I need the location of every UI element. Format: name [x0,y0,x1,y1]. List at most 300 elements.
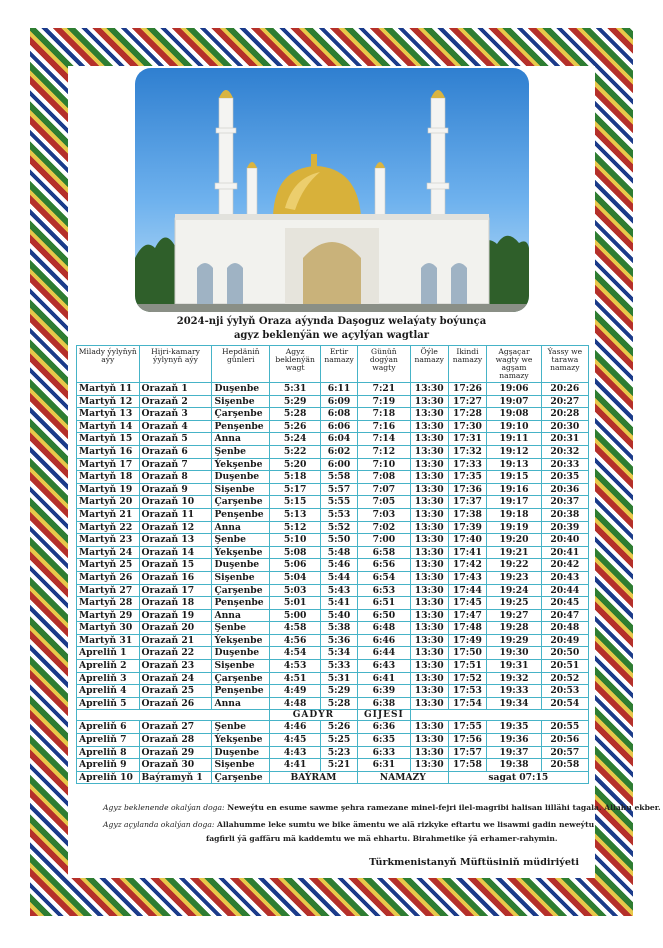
table-row [77,521,589,534]
fasting-prayer-note [103,803,661,812]
table-cell: Martyň 24 [77,546,140,559]
table-cell: 13:30 [410,433,448,446]
table-row [77,508,589,521]
table-row [77,420,589,433]
iftar-prayer-note-cont: fagfirli ýä gaffäru mä kaddemtu we mä ehhartu. Birahmetike ýä erhamer-rahymin. [206,834,558,843]
table-cell: 17:39 [448,521,487,534]
table-cell: 6:56 [357,559,410,572]
table-cell: 5:21 [321,759,358,772]
table-cell: 5:31 [270,383,321,396]
column-header: Günüň dogýan wagty [357,346,410,383]
table-cell: 17:56 [448,734,487,747]
table-cell: 5:34 [321,647,358,660]
table-row [77,483,589,496]
table-cell: 5:15 [270,496,321,509]
column-header: Agyz beklenýän wagt [270,346,321,383]
table-cell: 19:19 [487,521,541,534]
table-cell: 13:30 [410,471,448,484]
table-cell: 5:28 [270,408,321,421]
table-cell: 7:16 [357,420,410,433]
table-cell: Orazaň 28 [139,734,212,747]
table-cell: 5:50 [321,534,358,547]
table-cell: 17:28 [448,408,487,421]
table-cell: Orazaň 21 [139,634,212,647]
table-cell: Duşenbe [212,383,270,396]
table-cell: 17:43 [448,571,487,584]
table-cell: Orazaň 1 [139,383,212,396]
table-cell: 17:44 [448,584,487,597]
table-cell: 5:00 [270,609,321,622]
table-cell: 19:18 [487,508,541,521]
table-cell: 6:43 [357,660,410,673]
table-cell: 19:32 [487,672,541,685]
table-body-ramadan [77,383,589,710]
table-cell: 17:49 [448,634,487,647]
table-cell: 20:35 [541,471,588,484]
table-cell: Sişenbe [212,660,270,673]
table-cell: 5:38 [321,622,358,635]
table-cell: 5:13 [270,508,321,521]
table-cell: Penşenbe [212,685,270,698]
table-cell: 7:03 [357,508,410,521]
table-cell: Apreliň 4 [77,685,140,698]
table-cell: 6:53 [357,584,410,597]
table-cell: 4:53 [270,660,321,673]
table-cell: Çarşenbe [212,408,270,421]
table-cell: 13:30 [410,496,448,509]
note1-text: Neweýtu en esume sawme şehra ramezane minel-fejri ilel-magribi halisan lillähi tagala. Allahu ekber. [224,803,661,812]
table-cell: Çarşenbe [212,584,270,597]
table-cell: Martyň 14 [77,420,140,433]
table-cell: 17:32 [448,445,487,458]
table-cell: 20:57 [541,746,588,759]
table-cell: 5:22 [270,445,321,458]
table-cell: 6:35 [357,734,410,747]
table-row [77,721,589,734]
table-cell: 17:27 [448,395,487,408]
table-cell: 20:38 [541,508,588,521]
table-cell: 19:13 [487,458,541,471]
table-cell: 6:08 [321,408,358,421]
table-cell: 17:26 [448,383,487,396]
table-cell: 20:50 [541,647,588,660]
table-cell: 20:52 [541,672,588,685]
table-cell: 13:30 [410,546,448,559]
table-body-last-days [77,721,589,771]
table-cell: 6:31 [357,759,410,772]
table-cell: 17:31 [448,433,487,446]
table-cell: 17:55 [448,721,487,734]
table-row [77,458,589,471]
table-cell: 4:56 [270,634,321,647]
table-cell: Orazaň 12 [139,521,212,534]
column-header: Ertir namazy [321,346,358,383]
bayram-row [77,771,589,784]
table-cell: Martyň 19 [77,483,140,496]
table-cell: Orazaň 22 [139,647,212,660]
table-cell: Apreliň 8 [77,746,140,759]
table-cell: 20:58 [541,759,588,772]
table-cell: Orazaň 11 [139,508,212,521]
table-cell: Ýekşenbe [212,734,270,747]
table-cell: 17:42 [448,559,487,572]
table-cell: Orazaň 26 [139,697,212,710]
table-cell: 20:54 [541,697,588,710]
table-cell: 7:08 [357,471,410,484]
table-cell: Orazaň 30 [139,759,212,772]
table-cell: 4:43 [270,746,321,759]
table-cell: 13:30 [410,597,448,610]
bayram-time: sagat 07:15 [448,771,588,784]
table-cell: 13:30 [410,458,448,471]
table-cell: 7:21 [357,383,410,396]
table-cell: 4:45 [270,734,321,747]
table-row [77,734,589,747]
table-cell: 5:17 [270,483,321,496]
table-cell: Martyň 18 [77,471,140,484]
table-cell: 5:01 [270,597,321,610]
table-cell: 6:02 [321,445,358,458]
table-cell: Orazaň 23 [139,660,212,673]
gijesi-label: GIJESI [357,710,410,721]
table-cell: Orazaň 3 [139,408,212,421]
table-cell: 19:29 [487,634,541,647]
table-cell: 5:26 [270,420,321,433]
table-cell: 6:09 [321,395,358,408]
table-cell: 19:12 [487,445,541,458]
table-cell: 20:28 [541,408,588,421]
table-cell: 17:33 [448,458,487,471]
table-cell: Orazaň 19 [139,609,212,622]
table-cell: 17:51 [448,660,487,673]
table-cell: Martyň 31 [77,634,140,647]
title-line-2: agyz beklenýän we açylýan wagtlar [233,330,430,341]
table-row [77,685,589,698]
table-cell: 13:30 [410,721,448,734]
table-cell: 5:41 [321,597,358,610]
table-cell: 17:58 [448,759,487,772]
table-cell: Apreliň 6 [77,721,140,734]
table-cell: 13:30 [410,622,448,635]
table-cell: Penşenbe [212,597,270,610]
table-row [77,622,589,635]
table-cell: Penşenbe [212,420,270,433]
table-cell: Martyň 25 [77,559,140,572]
table-cell: Martyň 17 [77,458,140,471]
table-cell: 5:28 [321,697,358,710]
table-cell: 6:06 [321,420,358,433]
note1-label: Agyz beklenende okalýan doga: [103,803,225,812]
table-cell: Martyň 23 [77,534,140,547]
table-cell: Orazaň 8 [139,471,212,484]
table-cell: 19:15 [487,471,541,484]
table-cell: Martyň 16 [77,445,140,458]
table-cell: Martyň 11 [77,383,140,396]
table-cell: Martyň 21 [77,508,140,521]
table-cell: 5:24 [270,433,321,446]
table-cell: 19:07 [487,395,541,408]
table-cell: 17:45 [448,597,487,610]
column-header: Ikindi namazy [448,346,487,383]
table-cell: 7:05 [357,496,410,509]
table-cell: 19:22 [487,559,541,572]
table-row [77,433,589,446]
table-cell: 5:33 [321,660,358,673]
table-cell: 7:14 [357,433,410,446]
schedule-table [76,345,589,784]
table-cell: 13:30 [410,734,448,747]
table-cell: 5:58 [321,471,358,484]
table-cell: 19:06 [487,383,541,396]
table-cell: Duşenbe [212,559,270,572]
table-cell: 7:02 [357,521,410,534]
table-cell: Orazaň 13 [139,534,212,547]
table-cell: Apreliň 5 [77,697,140,710]
table-cell: 19:31 [487,660,541,673]
table-cell: Anna [212,521,270,534]
namazy-label: NAMAZY [357,771,448,784]
table-cell: Şenbe [212,534,270,547]
table-cell: 6:33 [357,746,410,759]
table-cell: Martyň 12 [77,395,140,408]
table-cell: 6:39 [357,685,410,698]
table-cell: 13:30 [410,647,448,660]
table-cell: 19:37 [487,746,541,759]
table-cell: 19:20 [487,534,541,547]
table-cell: Orazaň 29 [139,746,212,759]
table-cell: 17:30 [448,420,487,433]
table-cell: 19:33 [487,685,541,698]
table-cell: 6:41 [357,672,410,685]
table-cell: 6:48 [357,622,410,635]
table-cell: Orazaň 15 [139,559,212,572]
table-cell: 13:30 [410,660,448,673]
table-cell: 17:54 [448,697,487,710]
table-cell: 7:07 [357,483,410,496]
bayram-date: Apreliň 10 [77,771,140,784]
table-cell: 20:26 [541,383,588,396]
table-cell: 5:06 [270,559,321,572]
table-cell: Orazaň 10 [139,496,212,509]
table-cell: Çarşenbe [212,672,270,685]
table-cell: Martyň 27 [77,584,140,597]
table-cell: 17:53 [448,685,487,698]
table-row [77,534,589,547]
table-cell: 5:12 [270,521,321,534]
table-cell: 6:04 [321,433,358,446]
table-row [77,445,589,458]
table-cell: Apreliň 7 [77,734,140,747]
table-cell: 19:08 [487,408,541,421]
table-cell: Orazaň 25 [139,685,212,698]
table-cell: 19:34 [487,697,541,710]
table-cell: 20:44 [541,584,588,597]
table-cell: 13:30 [410,445,448,458]
table-cell: Orazaň 18 [139,597,212,610]
table-cell: 5:26 [321,721,358,734]
table-row [77,672,589,685]
table-cell: Ýekşenbe [212,546,270,559]
table-cell: 4:46 [270,721,321,734]
table-cell: 5:08 [270,546,321,559]
table-cell: 6:36 [357,721,410,734]
table-row [77,383,589,396]
column-header: Ýassy we tarawa namazy [541,346,588,383]
table-cell: 4:41 [270,759,321,772]
table-cell: 20:42 [541,559,588,572]
table-cell: 6:58 [357,546,410,559]
table-cell: 13:30 [410,408,448,421]
table-cell: 20:40 [541,534,588,547]
table-cell: Orazaň 2 [139,395,212,408]
table-cell: 20:41 [541,546,588,559]
table-cell: 5:43 [321,584,358,597]
table-cell: 17:37 [448,496,487,509]
table-cell: 20:47 [541,609,588,622]
table-cell: Orazaň 9 [139,483,212,496]
table-cell: Orazaň 14 [139,546,212,559]
table-row [77,559,589,572]
table-cell: 6:51 [357,597,410,610]
table-cell: 17:35 [448,471,487,484]
table-cell: 19:17 [487,496,541,509]
table-cell: 20:39 [541,521,588,534]
table-cell: 19:28 [487,622,541,635]
note2-label: Agyz açylanda okalýan doga: [103,820,215,829]
table-row [77,697,589,710]
table-cell: 5:57 [321,483,358,496]
table-cell: Ýekşenbe [212,634,270,647]
column-header: Milady ýylyňyň aýy [77,346,140,383]
table-cell: 7:19 [357,395,410,408]
table-row [77,395,589,408]
table-cell: Şenbe [212,721,270,734]
table-cell: Orazaň 17 [139,584,212,597]
table-row [77,647,589,660]
table-cell: 20:45 [541,597,588,610]
table-cell: 20:33 [541,458,588,471]
table-cell: 19:25 [487,597,541,610]
table-cell: 20:30 [541,420,588,433]
table-cell: 13:30 [410,395,448,408]
table-cell: 6:11 [321,383,358,396]
table-cell: Martyň 20 [77,496,140,509]
table-cell: 19:11 [487,433,541,446]
iftar-prayer-note [103,820,594,829]
table-cell: 6:54 [357,571,410,584]
table-cell: Martyň 28 [77,597,140,610]
table-cell: Apreliň 3 [77,672,140,685]
table-cell: 7:18 [357,408,410,421]
table-cell: Orazaň 20 [139,622,212,635]
bayram-day: Çarşenbe [212,771,270,784]
table-cell: Martyň 22 [77,521,140,534]
table-row [77,584,589,597]
table-cell: Sişenbe [212,395,270,408]
table-cell: Martyň 26 [77,571,140,584]
table-cell: Duşenbe [212,471,270,484]
table-cell: 5:29 [321,685,358,698]
table-cell: Şenbe [212,622,270,635]
table-row [77,609,589,622]
table-cell: 20:53 [541,685,588,698]
table-cell: Orazaň 5 [139,433,212,446]
table-cell: 19:21 [487,546,541,559]
title-line-1: 2024-nji ýylyň Oraza aýynda Daşoguz welaýaty boýunça [176,316,487,327]
table-cell: 5:10 [270,534,321,547]
table-cell: 5:31 [321,672,358,685]
table-cell: 19:36 [487,734,541,747]
table-cell: 17:41 [448,546,487,559]
table-cell: Duşenbe [212,647,270,660]
table-cell: 19:38 [487,759,541,772]
table-cell: 20:49 [541,634,588,647]
table-cell: Sişenbe [212,759,270,772]
table-cell: 19:10 [487,420,541,433]
bayram-label: BAÝRAM [270,771,358,784]
table-cell: Martyň 29 [77,609,140,622]
table-cell: 20:32 [541,445,588,458]
table-cell: 6:38 [357,697,410,710]
column-header: Hijri-kamary ýylynyň aýy [139,346,212,383]
table-cell: 20:31 [541,433,588,446]
table-cell: 20:56 [541,734,588,747]
table-cell: Penşenbe [212,508,270,521]
table-cell: 7:12 [357,445,410,458]
table-cell: 13:30 [410,534,448,547]
table-header-row [77,346,589,383]
column-header: Öýle namazy [410,346,448,383]
table-cell: 4:48 [270,697,321,710]
table-cell: 13:30 [410,685,448,698]
table-cell: 13:30 [410,521,448,534]
table-cell: Anna [212,697,270,710]
table-cell: 20:37 [541,496,588,509]
table-cell: 13:30 [410,508,448,521]
table-row [77,634,589,647]
table-cell: 19:23 [487,571,541,584]
table-cell: 7:10 [357,458,410,471]
table-cell: 13:30 [410,634,448,647]
table-cell: Orazaň 16 [139,571,212,584]
table-cell: Sişenbe [212,483,270,496]
table-cell: Orazaň 4 [139,420,212,433]
table-cell: 5:44 [321,571,358,584]
table-cell: 17:36 [448,483,487,496]
table-row [77,746,589,759]
table-cell: Martyň 13 [77,408,140,421]
table-cell: 17:38 [448,508,487,521]
table-cell: 5:03 [270,584,321,597]
table-cell: Anna [212,433,270,446]
table-cell: 19:24 [487,584,541,597]
table-cell: 5:53 [321,508,358,521]
column-header: Agşaçar wagty we agşam namazy [487,346,541,383]
table-cell: 5:36 [321,634,358,647]
table-row [77,408,589,421]
table-cell: 13:30 [410,420,448,433]
table-cell: 13:30 [410,584,448,597]
table-cell: 5:40 [321,609,358,622]
table-cell: Apreliň 9 [77,759,140,772]
table-cell: Orazaň 7 [139,458,212,471]
table-cell: 4:54 [270,647,321,660]
gadyr-label: GADYR [270,710,358,721]
mosque-photo [135,68,529,312]
table-cell: 5:20 [270,458,321,471]
table-cell: Orazaň 24 [139,672,212,685]
table-cell: 5:29 [270,395,321,408]
